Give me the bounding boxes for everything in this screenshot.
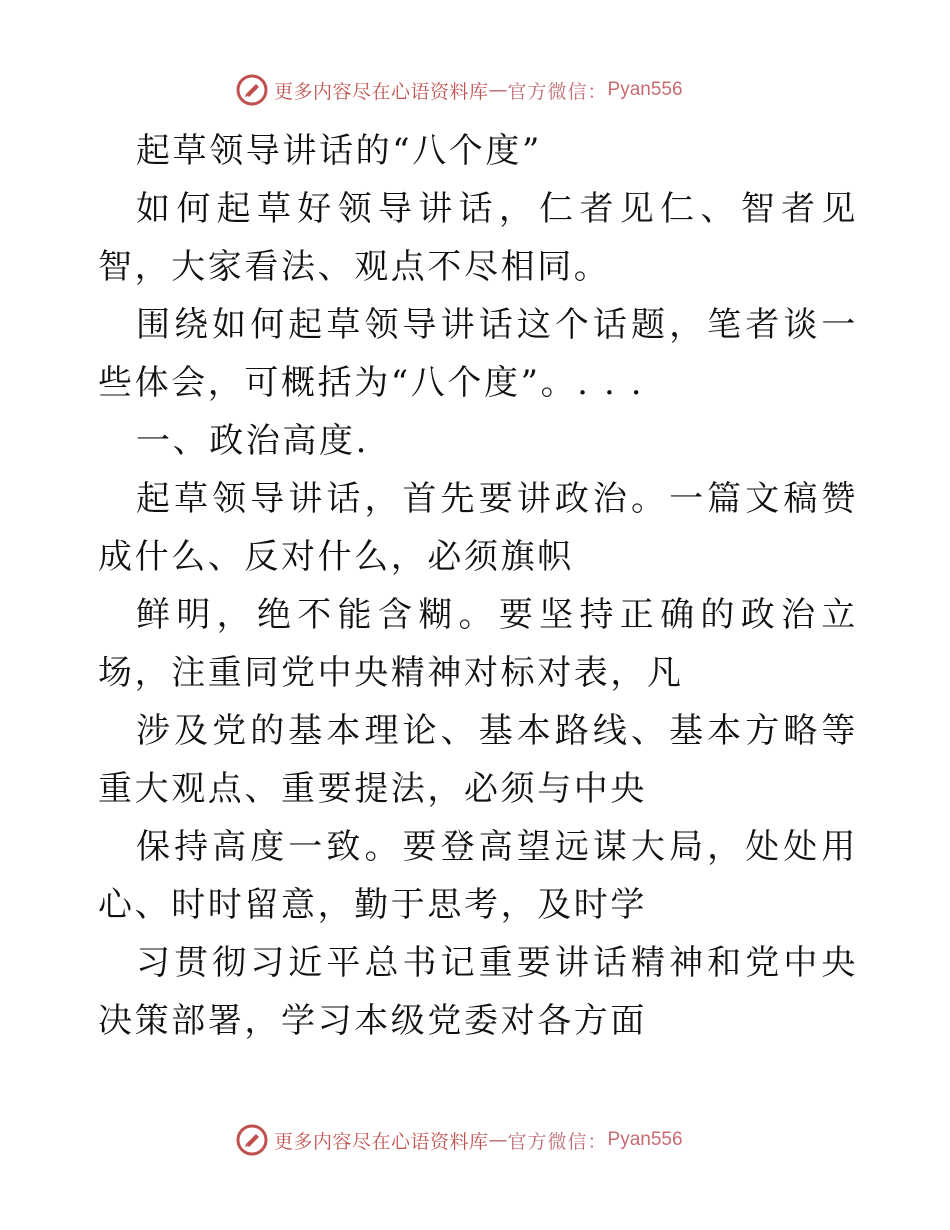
paragraph: 围绕如何起草领导讲话这个话题，笔者谈一些体会，可概括为“八个度”。. . . [98, 305, 858, 403]
section-heading: 一、政治高度. [136, 421, 370, 461]
seal-icon [236, 74, 268, 106]
seal-icon [236, 1124, 268, 1156]
watermark-wechat-label: 官方微信： [507, 80, 608, 103]
watermark-dash: — [488, 1129, 508, 1151]
watermark-brand: 更多内容尽在心语资料库 [274, 80, 489, 103]
footer-watermark [236, 1122, 683, 1158]
watermark-wechat-id: Pyan556 [607, 1129, 683, 1150]
paragraph: 如何起草好领导讲话，仁者见仁、智者见智，大家看法、观点不尽相同。 [98, 189, 858, 287]
watermark-brand: 更多内容尽在心语资料库 [274, 1130, 489, 1153]
header-watermark [236, 72, 683, 108]
paragraph: 保持高度一致。要登高望远谋大局，处处用心、时时留意，勤于思考，及时学 [98, 827, 858, 925]
watermark-wechat-label: 官方微信： [507, 1130, 608, 1153]
watermark-wechat-id: Pyan556 [607, 79, 683, 100]
paragraph: 鲜明，绝不能含糊。要坚持正确的政治立场，注重同党中央精神对标对表，凡 [98, 595, 858, 693]
paragraph: 涉及党的基本理论、基本路线、基本方略等重大观点、重要提法，必须与中央 [98, 711, 858, 809]
paragraph: 起草领导讲话，首先要讲政治。一篇文稿赞成什么、反对什么，必须旗帜 [98, 479, 858, 577]
watermark-dash: — [488, 79, 508, 101]
document-body [98, 122, 858, 1050]
paragraph: 习贯彻习近平总书记重要讲话精神和党中央决策部署，学习本级党委对各方面 [98, 943, 858, 1041]
document-title: 起草领导讲话的“八个度” [136, 131, 542, 171]
